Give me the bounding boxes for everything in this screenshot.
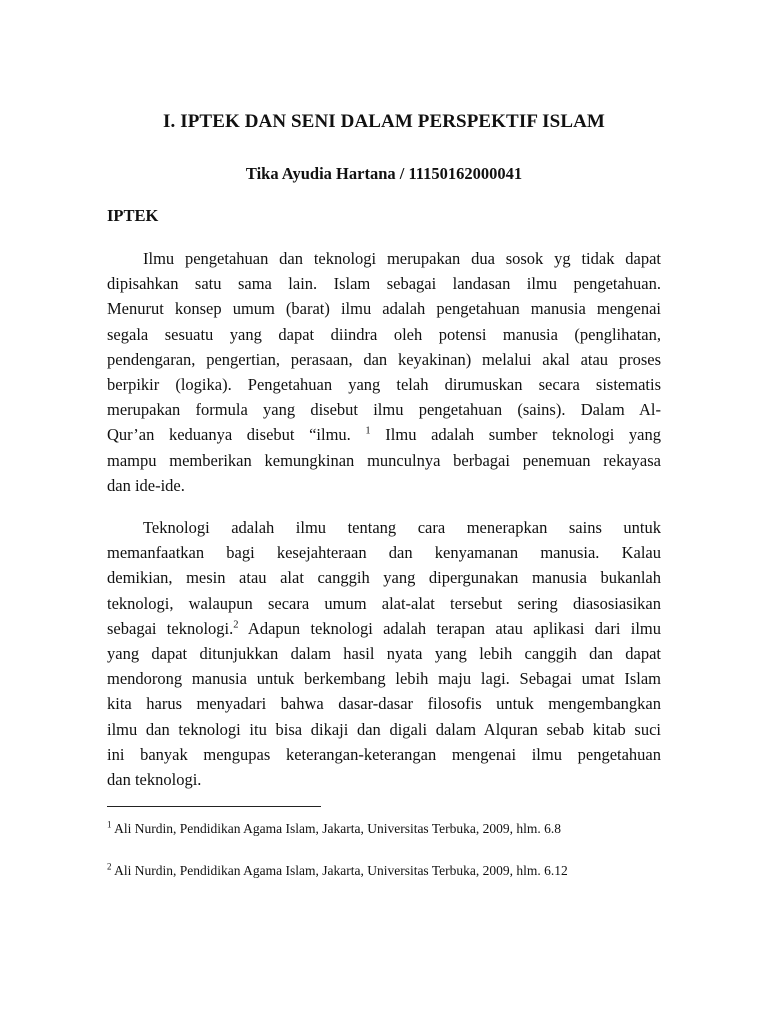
paragraph-line: dipisahkan satu sama lain. Islam sebagai landasan ilmu pengetahuan.	[107, 274, 661, 294]
paragraph-line: mampu memberikan kemungkinan munculnya berbagai penemuan rekayasa	[107, 450, 661, 470]
paragraph-line: dan teknologi.	[107, 769, 202, 789]
footnote-text: Ali Nurdin, Pendidikan Agama Islam, Jakarta, Universitas Terbuka, 2009, hlm. 6.8	[111, 821, 561, 836]
footnote-ref-2[interactable]: 2	[233, 619, 239, 631]
footnote-separator	[107, 806, 321, 807]
line-text: sebagai teknologi.	[107, 618, 234, 638]
line-text: Ilmu adalah sumber teknologi yang	[370, 425, 661, 445]
paragraph-line: berpikir (logika). Pengetahuan yang telah dirumuskan secara sistematis	[107, 374, 661, 394]
paragraph-line: yang dapat ditunjukkan dalam hasil nyata yang lebih canggih dan dapat	[107, 643, 661, 663]
paragraph-line: Ilmu pengetahuan dan teknologi merupakan dua sosok yg tidak dapat	[143, 249, 661, 268]
paragraph-line: kita harus menyadari bahwa dasar-dasar filosofis untuk mengembangkan	[107, 694, 661, 714]
footnote-ref-1[interactable]: 1	[365, 425, 371, 437]
footnote-text: Ali Nurdin, Pendidikan Agama Islam, Jakarta, Universitas Terbuka, 2009, hlm. 6.12	[111, 863, 568, 878]
paragraph-line: merupakan formula yang disebut ilmu pengetahuan (sains). Dalam Al-	[107, 400, 661, 420]
document-title: I. IPTEK DAN SENI DALAM PERSPEKTIF ISLAM	[163, 111, 605, 132]
paragraph-line: ini banyak mengupas keterangan-keterangan mengenai ilmu pengetahuan	[107, 744, 661, 764]
paragraph-line: Menurut konsep umum (barat) ilmu adalah pengetahuan manusia mengenai	[107, 299, 661, 319]
paragraph-line: dan ide-ide.	[107, 475, 185, 495]
paragraph-line-with-footnote-ref	[107, 616, 661, 641]
author-line: Tika Ayudia Hartana / 11150162000041	[245, 164, 523, 183]
paragraph-line: ilmu dan teknologi itu bisa dikaji dan digali dalam Alquran sebab kitab suci	[107, 719, 661, 739]
paragraph-line: Teknologi adalah ilmu tentang cara menerapkan sains untuk	[143, 518, 661, 537]
line-text: Adapun teknologi adalah terapan atau aplikasi dari ilmu	[238, 618, 661, 638]
paragraph-iptek-2	[107, 515, 661, 792]
section-heading: IPTEK	[107, 206, 159, 225]
paragraph-line-with-footnote-ref	[107, 422, 661, 447]
paragraph-line: demikian, mesin atau alat canggih yang dipergunakan manusia bukanlah	[107, 568, 661, 588]
line-text: Qur’an keduanya disebut “ilmu.	[107, 425, 351, 445]
paragraph-line: teknologi, walaupun secara umum alat-alat tersebut sering diasosiasikan	[107, 593, 661, 613]
paragraph-line: mendorong manusia untuk berkembang lebih maju lagi. Sebagai umat Islam	[107, 669, 661, 689]
footnote-1	[107, 821, 561, 837]
paragraph-line: pendengaran, pengertian, perasaan, dan keyakinan) melalui akal atau proses	[107, 349, 661, 369]
paragraph-iptek-1	[107, 246, 661, 498]
footnote-mark: 2	[107, 861, 112, 872]
paragraph-line: segala sesuatu yang dapat diindra oleh potensi manusia (penglihatan,	[107, 324, 661, 344]
footnote-mark: 1	[107, 819, 112, 830]
paragraph-line: memanfaatkan bagi kesejahteraan dan kenyamanan manusia. Kalau	[107, 543, 661, 563]
footnote-2	[107, 863, 568, 879]
